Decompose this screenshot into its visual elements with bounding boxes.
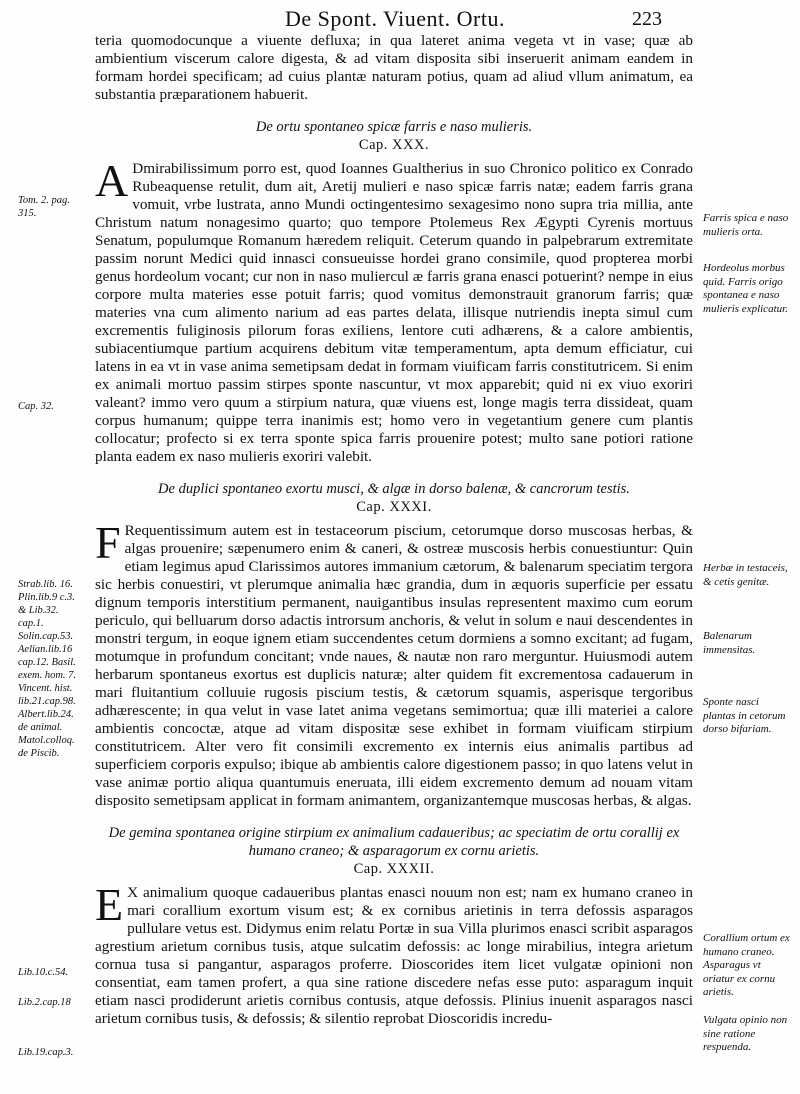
margin-note: Corallium ortum ex humano craneo. Asparagus vt oriatur ex cornu arietis. bbox=[703, 932, 790, 998]
margin-note: Sponte nasci plantas in cetorum dorso bifariam. bbox=[703, 696, 786, 735]
margin-note: Lib.2.cap.18 bbox=[18, 997, 71, 1008]
chapter-32-number: Cap. XXXII. bbox=[353, 861, 435, 877]
margin-note: Lib.10.c.54. bbox=[18, 967, 69, 978]
drop-cap: F bbox=[95, 517, 121, 568]
chapter-30-title: De ortu spontaneo spicæ farris e naso mulieris. bbox=[255, 119, 533, 135]
margin-note: Cap. 32. bbox=[18, 401, 54, 412]
chapter-31-text: Requentissimum autem est in testaceorum piscium, cetorumque dorso muscosas herbas, & algas prouenire; sæpenumero enim & caneri, & ostreæ muscosis herbis conuestiuntur: Quin etiam legimus apud Clarissimos autores immanium cætorum, & balenarum speciatim tergora sic herbis conuestiri, vt plerumque animalia hæc grandia, dum in æquoris superficie per essatu dignum temporis interstitium permanent, nauigantibus insulas representent maximo cum eorum periculo, qui belluarum dorso adactis introrsum anchoris, & velut in solum e naui descendentes in monstri tergum, in eoque ignem etiam succendentes cetum dormiens a somno excitant; ad fugam, motumque in profundum concitant; vnde naues, & nautæ non raro merguntur. Huiusmodi autem herbarum spontaneus exortus est duplicis naturæ; alter quidem fit excrementosa cadauerum in mari fluitantium colluuie rugosis piscium testis, & cætorum squamis, asperisque tergoribus adhærescente; in qua velut in vase latet anima vegetans semimortua; quæ illi materiei a calore ambientis concoctæ, atque ad vitam dispositæ sese exhibet in formam viuificam stirpium constitutricem. Alter vero fit consimili excremento ex internis eius animalis partibus ad superficiem corporis expulso; ibique ab ambientis calore digestionem passo; in quo latens velut in vase animæ portio aliqua quantumuis eneruata, illi eidem excremento demum ad nouam vitam disposito semetipsam applicat in formam animantem, organizantemque muscosas herbas, & algas. bbox=[95, 522, 693, 809]
margin-note: Tom. 2. pag. 315. bbox=[18, 195, 70, 219]
margin-note: Balenarum immensitas. bbox=[703, 630, 756, 656]
margin-note: Strab.lib. 16. Plin.lib.9 c.3. & Lib.32. cap.1. Solin.cap.53. Aelian.lib.16 cap.12. Basil. exem. hom. 7. Vincent. hist. lib.21.cap.98. Albert.lib.24. de animal. Matol.colloq. de Piscib. bbox=[18, 579, 77, 759]
margin-note: Lib.19.cap.3. bbox=[18, 1047, 74, 1058]
margin-note: Vulgata opinio non sine ratione respuenda. bbox=[703, 1014, 788, 1053]
main-text-column bbox=[95, 32, 693, 1028]
page-number: 223 bbox=[632, 8, 662, 30]
chapter-31-number: Cap. XXXI. bbox=[356, 499, 432, 515]
margin-note: Hordeolus morbus quid. Farris origo spontanea e naso mulieris explicatur. bbox=[703, 262, 788, 315]
margin-note: Farris spica e naso mulieris orta. bbox=[703, 212, 789, 238]
intro-paragraph: teria quomodocunque a viuente defluxa; in qua lateret anima vegeta vt in vase; quæ ab ambientium viscerum calore digesta, & ad vitam disposita sibi inseruerit animam eandem in formam hordei specificam; ad cuius plantæ naturam potius, quam ad aliud vllum animatum, ea substantia præparationem habuerit. bbox=[95, 32, 693, 103]
chapter-30-text: Dmirabilissimum porro est, quod Ioannes Gualtherius in suo Chronico politico ex Conrado Rubeaquense retulit, dum ait, Aretij mulieri e naso spicæ farris natæ; eadem farris grana vomuit, vrbe lustrata, anno Mundi octingentesimo sexagesimo nono supra tria millia, ante Christum natum nonagesimo quarto; quo tempore Ptolemeus Rex Ægypti Cyrenis mortuus Senatum, populumque Romanum hæredem reliquit. Ceterum quando in palpebrarum extremitate passim norunt Medici quid innasci consueuisse hordei grano consimile, quod propterea morbi genus hordeolum vocant; cur non in naso muliercul æ farris grana enasci potuerint? nempe in eius corpore multa materies esse potuit farris; quod vomitus demonstrauit granorum farris; quæ materies vna cum alimento narium ad eas partes delata, illisque nutriendis inepta simul cum excrementis fuliginosis pilorum foras exiliens, lentore cuti adhærens, & a calore ambientis, subiacentiumque partium acquirens debitum vitæ temperamentum, apta demum efficiatur, cui latens in ea vt in vase anima semetipsam dedat in formam viuificam farris constitutricem. Si enim ex animali mortuo passim stirpes sponte nascuntur, vt mox apparebit; quid ni ex viuo exoriri valeant? immo vero quum a stirpium natura, quæ viuens est, longe magis terra dissideat, quam corpus humanum; quippe terra inanimis est; homo vero in vegetantium genere cum plantis collocatur; profecto si ex terra sponte spica farris prouenire potest; multo sane potiori ratione planta eadem ex naso mulieris exoriri valebit. bbox=[95, 160, 693, 465]
drop-cap: E bbox=[95, 879, 124, 930]
chapter-32-title: De gemina spontanea origine stirpium ex animalium cadaueribus; ac speciatim de ortu corallij ex humano craneo; & asparagorum ex cornu arietis. bbox=[108, 825, 680, 859]
right-margin-notes bbox=[703, 0, 791, 1094]
chapter-32-text: X animalium quoque cadaueribus plantas enasci nouum non est; nam ex humano craneo in mari corallium exortum visum est; & ex cornibus arietinis in terra defossis asparagos pullulare vetus est. Didymus enim relatu Portæ in sua Villa plurimos enasci scribit asparagos agrestium arietum cornibus tusis, atque sulcatim defossis: ac longe mirabilius, integra arietum cornua tusa si pangantur, asparagos proferre. Dioscorides item licet vulgatæ opinioni non consentiat, eam tamen profert, a qua sine ratione discedere nefas esse puto: asparagum inquit etiam nasci prodiderunt arietis cornibus contusis, atque defossis. Plinius inuenit asparagos nasci arietum cornibus tusis, & defossis; & silentio reprobat Dioscoridis incredu- bbox=[95, 884, 693, 1027]
margin-note: Herbæ in testaceis, & cetis genitæ. bbox=[703, 562, 788, 588]
chapter-30-body bbox=[95, 155, 693, 466]
left-margin-notes bbox=[18, 0, 84, 1094]
chapter-31-body bbox=[95, 517, 693, 810]
chapter-32-body bbox=[95, 879, 693, 1028]
running-header: De Spont. Viuent. Ortu. bbox=[285, 6, 505, 31]
drop-cap: A bbox=[95, 155, 129, 206]
chapter-31-title: De duplici spontaneo exortu musci, & algæ in dorso balenæ, & cancrorum testis. bbox=[158, 481, 630, 497]
chapter-30-number: Cap. XXX. bbox=[358, 137, 430, 153]
